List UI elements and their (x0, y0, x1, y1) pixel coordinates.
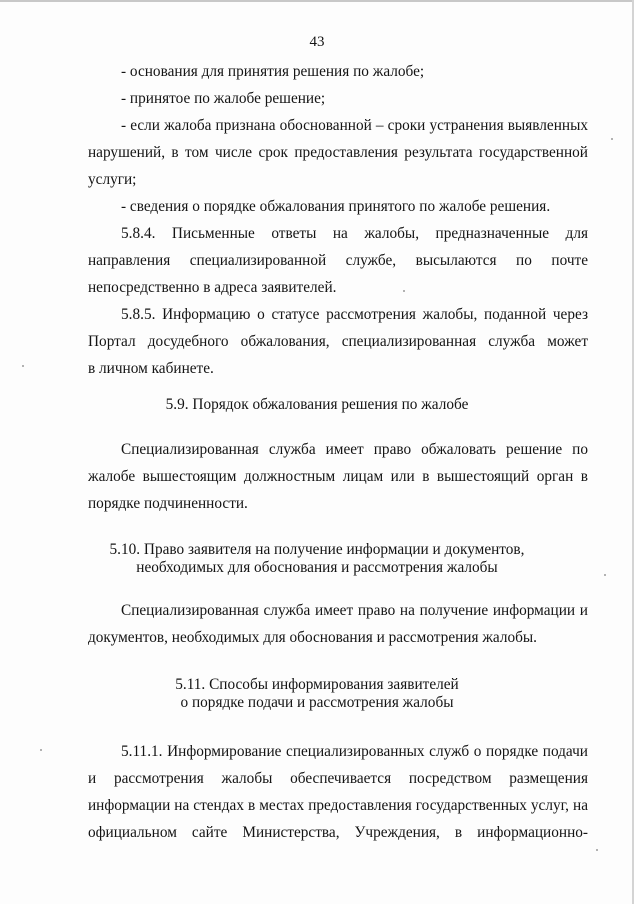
paragraph-line: 5.11.1. Информирование специализированных служб о порядке подачи (121, 743, 588, 760)
scan-speck (403, 290, 405, 292)
list-item: - основания для принятия решения по жалобе; (121, 63, 425, 80)
scan-speck (611, 138, 613, 140)
list-item: - принятое по жалобе решение; (121, 90, 326, 107)
section-heading: 5.10. Право заявителя на получение информации и документов, (109, 541, 525, 558)
scan-speck (22, 365, 24, 367)
scan-speck (596, 849, 598, 851)
paragraph-line: и рассмотрения жалобы обеспечивается посредством размещения (88, 770, 588, 787)
paragraph-line: документов, необходимых для обоснования и рассмотрения жалобы. (88, 629, 538, 646)
scan-speck (604, 574, 606, 576)
paragraph-line: Специализированная служба имеет право обжаловать решение по (121, 441, 588, 458)
paragraph-line: нарушений, в том числе срок предоставления результата государственной (88, 144, 588, 161)
paragraph-line: жалобе вышестоящим должностным лицам или в вышестоящий орган в (88, 468, 588, 485)
paragraph-line: порядке подчиненности. (88, 495, 248, 512)
section-heading: 5.11. Способы информирования заявителей (175, 676, 459, 693)
paragraph-line: информации на стендах в местах предоставления государственных услуг, на (88, 797, 588, 814)
list-item: - если жалоба признана обоснованной – сроки устранения выявленных (121, 117, 588, 134)
list-item: - сведения о порядке обжалования принятого по жалобе решения. (121, 198, 551, 215)
paragraph-line: 5.8.5. Информацию о статусе рассмотрения жалобы, поданной через (121, 306, 588, 323)
paragraph-line: Специализированная служба имеет право на получение информации и (121, 602, 588, 619)
paragraph-line: направления специализированной службе, высылаются по почте (88, 252, 588, 269)
page-number: 43 (309, 34, 325, 50)
scan-speck (40, 749, 42, 751)
section-heading: о порядке подачи и рассмотрения жалобы (180, 694, 454, 711)
section-heading: необходимых для обоснования и рассмотрения жалобы (136, 559, 498, 576)
section-heading: 5.9. Порядок обжалования решения по жалобе (165, 396, 469, 413)
paragraph-line: Портал досудебного обжалования, специализированная служба может (88, 333, 588, 350)
paragraph-line: 5.8.4. Письменные ответы на жалобы, предназначенные для (121, 225, 588, 242)
paragraph-line: в личном кабинете. (88, 360, 214, 377)
paragraph-line: услуги; (88, 171, 137, 188)
scan-edge-top (0, 0, 634, 2)
paragraph-line: непосредственно в адреса заявителей. (88, 279, 337, 296)
paragraph-line: официальном сайте Министерства, Учреждения, в информационно- (88, 824, 588, 841)
